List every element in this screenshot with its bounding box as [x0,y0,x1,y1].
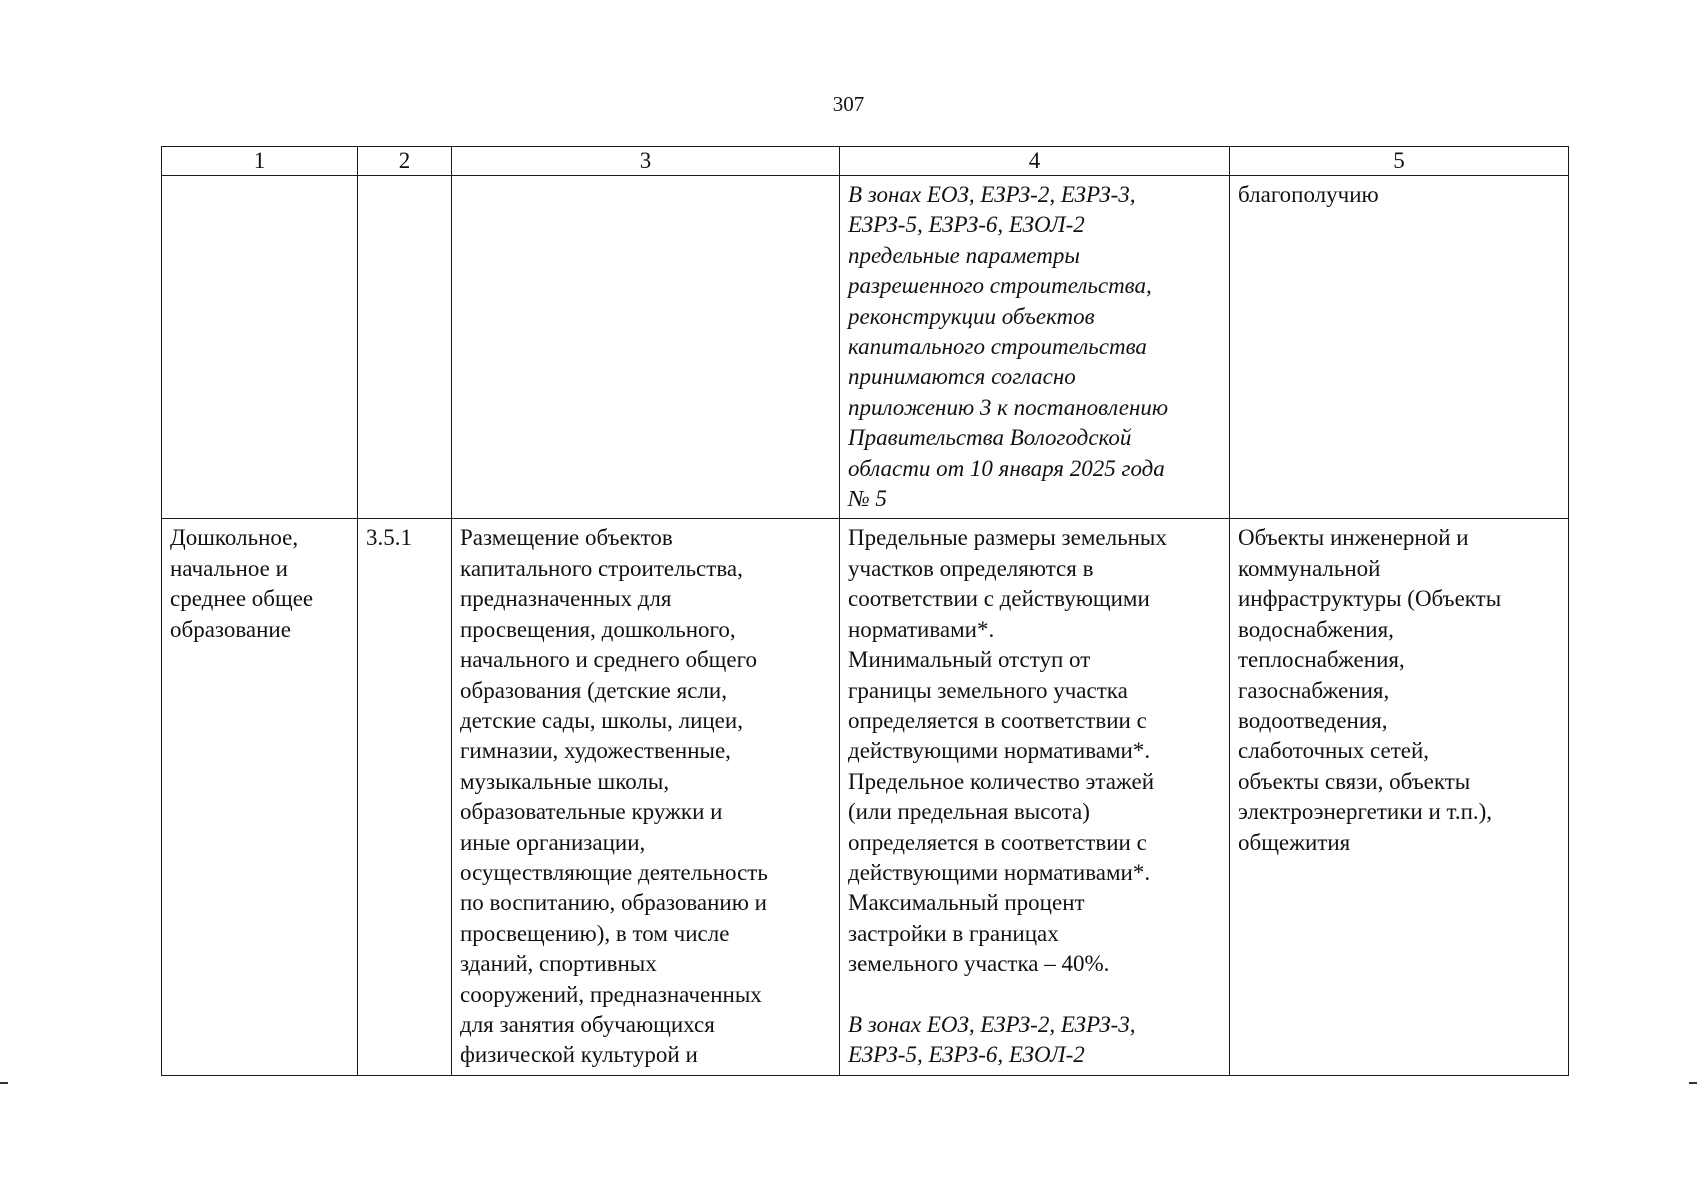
table-row-education [162,519,1569,1075]
table-header-row [162,147,1569,176]
use-type-cell [162,176,358,519]
auxiliary-use-cell: благополучию [1230,176,1569,519]
scan-edge-mark-left [0,1082,8,1084]
parameters-text: Предельные размеры земельных участков определяются в соответствии с действующими нормативами*. Минимальный отступ от границы земельного участка определяется в соответствии с действующими нормативами*. Предельное количество этажей (или предельная высота) определяется в соответствии с действующими нормативами*. Максимальный процент застройки в границах земельного участка – 40%. [848,525,1167,977]
use-code-cell [358,176,452,519]
column-header-5: 5 [1230,147,1569,176]
zone-parameters-note: В зонах ЕОЗ, ЕЗРЗ-2, ЕЗРЗ-3, ЕЗРЗ-5, ЕЗРЗ-6, ЕЗОЛ-2 предельные параметры разрешенного строительства, реконструкции объектов капитального строительства принимаются согласно приложению 3 к постановлению Правительства Вологодской области от 10 января 2025 года № 5 [848,182,1169,512]
parameters-cell [840,519,1230,1075]
use-type-cell: Дошкольное, начальное и среднее общее образование [162,519,358,1075]
column-header-4: 4 [840,147,1230,176]
use-code-cell: 3.5.1 [358,519,452,1075]
column-header-1: 1 [162,147,358,176]
use-description-cell: Размещение объектов капитального строительства, предназначенных для просвещения, дошкольного, начального и среднего общего образования (детские ясли, детские сады, школы, лицеи, гимназии, художественные, музыкальные школы, образовательные кружки и иные организации, осуществляющие деятельность по воспитанию, образованию и просвещению), в том числе зданий, спортивных сооружений, предназначенных для занятия обучающихся физической культурой и [452,519,840,1075]
zone-parameters-note: В зонах ЕОЗ, ЕЗРЗ-2, ЕЗРЗ-3, ЕЗРЗ-5, ЕЗРЗ-6, ЕЗОЛ-2 [848,1011,1136,1067]
parameters-cell [840,176,1230,519]
auxiliary-use-cell: Объекты инженерной и коммунальной инфраструктуры (Объекты водоснабжения, теплоснабжения, газоснабжения, водоотведения, слаботочных сетей, объекты связи, объекты электроэнергетики и т.п.), общежития [1230,519,1569,1075]
scan-edge-mark-right [1689,1082,1697,1084]
column-header-3: 3 [452,147,840,176]
use-description-cell [452,176,840,519]
table-row-continuation [162,176,1569,519]
column-header-2: 2 [358,147,452,176]
land-use-table [161,146,1569,1076]
page-number: 307 [832,92,865,116]
